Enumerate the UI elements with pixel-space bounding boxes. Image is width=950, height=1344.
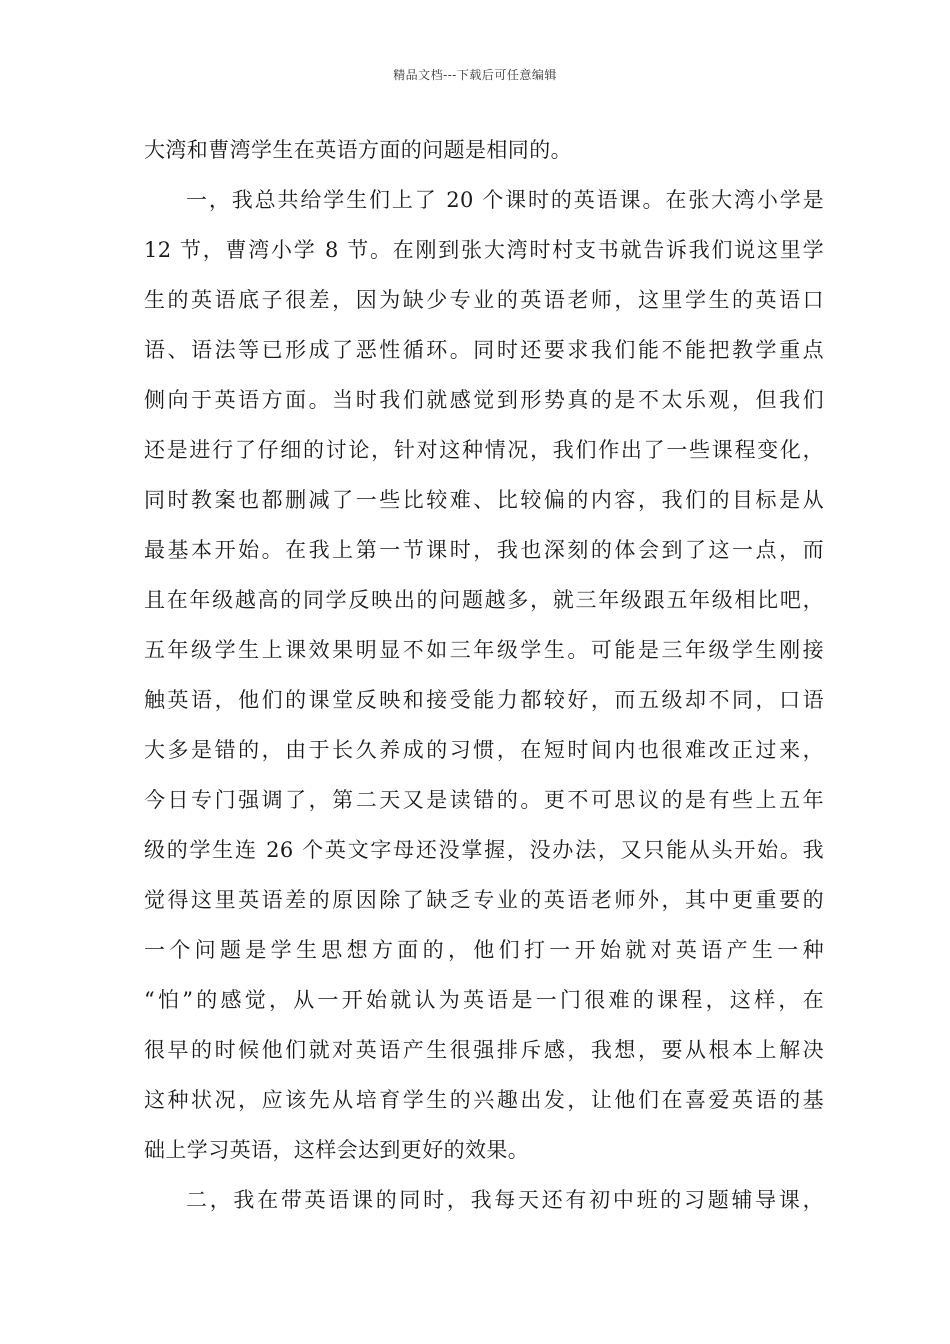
text-line: 同时教案也都删减了一些比较难、比较偏的内容，我们的目标是从 [144,488,824,512]
text-line: 级的学生连 26 个英文字母还没掌握，没办法，又只能从头开始。我 [144,838,824,862]
page-header: 精品文档---下载后可任意编辑 [393,68,557,82]
text-line: 大多是错的，由于长久养成的习惯，在短时间内也很难改正过来， [144,738,824,762]
text-line: 五年级学生上课效果明显不如三年级学生。可能是三年级学生刚接 [144,638,824,662]
text-line: 还是进行了仔细的讨论，针对这种情况，我们作出了一些课程变化， [144,438,824,462]
text-line: 侧向于英语方面。当时我们就感觉到形势真的是不太乐观，但我们 [144,388,824,412]
text-line: 很早的时候他们就对英语产生很强排斥感，我想，要从根本上解决 [144,1038,824,1062]
text-line: 语、语法等已形成了恶性循环。同时还要求我们能不能把教学重点 [144,338,824,362]
body-text [144,130,824,1230]
text-line: 二，我在带英语课的同时，我每天还有初中班的习题辅导课， [186,1188,824,1212]
text-line: 大湾和曹湾学生在英语方面的问题是相同的。 [144,138,572,162]
text-line: 础上学习英语，这样会达到更好的效果。 [144,1138,530,1162]
text-line: 12 节，曹湾小学 8 节。在刚到张大湾时村支书就告诉我们说这里学 [144,238,824,262]
text-line: 最基本开始。在我上第一节课时，我也深刻的体会到了这一点，而 [144,538,824,562]
text-line: 觉得这里英语差的原因除了缺乏专业的英语老师外，其中更重要的 [144,888,824,912]
text-line: 今日专门强调了，第二天又是读错的。更不可思议的是有些上五年 [144,788,824,812]
text-line: 生的英语底子很差，因为缺少专业的英语老师，这里学生的英语口 [144,288,824,312]
text-line: 一个问题是学生思想方面的，他们打一开始就对英语产生一种 [144,938,824,962]
text-line: “怕”的感觉，从一开始就认为英语是一门很难的课程，这样，在 [144,988,824,1012]
text-line: 一，我总共给学生们上了 20 个课时的英语课。在张大湾小学是 [186,188,824,212]
text-line: 且在年级越高的同学反映出的问题越多，就三年级跟五年级相比吧， [144,588,824,612]
text-line: 这种状况，应该先从培育学生的兴趣出发，让他们在喜爱英语的基 [144,1088,824,1112]
text-line: 触英语，他们的课堂反映和接受能力都较好，而五级却不同，口语 [144,688,824,712]
